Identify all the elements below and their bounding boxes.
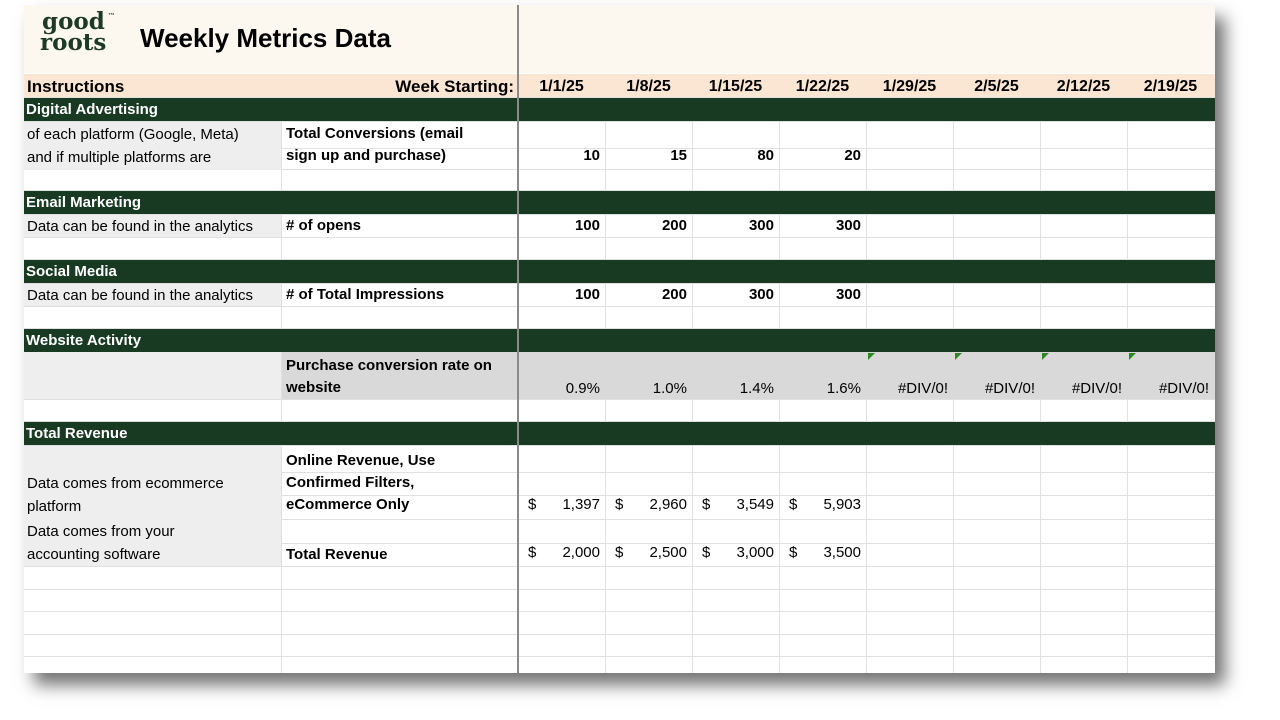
value-cell[interactable]: 1.0% [652,380,687,397]
value-cell[interactable]: 300 [835,217,861,234]
value-cell[interactable]: 2,500 [649,544,687,561]
week-header-1-22-25[interactable]: 1/22/25 [795,78,850,95]
value-cell[interactable]: 1,397 [562,496,600,513]
value-cell[interactable]: #DIV/0! [1071,380,1122,397]
row-gridline [24,589,1215,590]
value-cell[interactable]: 300 [748,286,774,303]
week-header-1-15-25[interactable]: 1/15/25 [708,78,763,95]
week-header-2-5-25[interactable]: 2/5/25 [974,78,1019,95]
metric-purchase-conversion-rate[interactable]: Purchase conversion rate on website [286,357,492,396]
instruction-total-revenue[interactable]: Data comes from your accounting software [27,523,175,563]
row-gridline [24,566,1215,567]
row-gridline [24,611,1215,612]
currency-symbol: $ [789,544,798,561]
currency-symbol: $ [528,544,537,561]
value-cell[interactable]: #DIV/0! [984,380,1035,397]
section-title-digital-advertising: Digital Advertising [26,101,158,118]
metric-total-revenue[interactable]: Total Revenue [286,546,388,563]
value-cell[interactable]: 15 [670,147,687,164]
row-gridline [24,399,1215,400]
comment-marker[interactable] [955,353,962,360]
value-cell[interactable]: 80 [757,147,774,164]
value-cell[interactable]: 100 [574,286,600,303]
instructions-header[interactable]: Instructions [27,77,125,96]
section-bar-total-revenue[interactable] [24,422,1215,445]
instruction-social-media[interactable]: Data can be found in the analytics [27,287,253,304]
spreadsheet [24,5,1215,673]
row-gridline [24,656,1215,657]
metric-total-conversions[interactable]: Total Conversions (email sign up and purchase) [286,125,464,164]
currency-symbol: $ [789,496,798,513]
instruction-email-marketing[interactable]: Data can be found in the analytics [27,218,253,235]
week-starting-header[interactable]: Week Starting: [395,77,514,96]
page-title: Weekly Metrics Data [140,23,391,53]
value-cell[interactable]: 300 [748,217,774,234]
instruction-online-revenue[interactable]: Data comes from ecommerce platform [27,475,224,515]
value-cell[interactable]: 2,000 [562,544,600,561]
currency-symbol: $ [528,496,537,513]
instruction-digital-advertising[interactable]: of each platform (Google, Meta) and if multiple platforms are [27,126,239,166]
week-header-2-19-25[interactable]: 2/19/25 [1143,78,1198,95]
section-title-social-media: Social Media [26,263,117,280]
value-cell[interactable]: 20 [844,147,861,164]
value-cell[interactable]: 300 [835,286,861,303]
value-cell[interactable]: 3,000 [736,544,774,561]
value-cell[interactable]: 1.4% [739,380,774,397]
row-gridline [24,634,1215,635]
currency-symbol: $ [702,496,711,513]
comment-marker[interactable] [1042,353,1049,360]
value-cell[interactable]: 3,549 [736,496,774,513]
week-header-2-12-25[interactable]: 2/12/25 [1056,78,1111,95]
logo-text-good: good [42,8,105,35]
value-cell[interactable]: 200 [661,286,687,303]
week-header-1-8-25[interactable]: 1/8/25 [626,78,671,95]
section-title-total-revenue: Total Revenue [26,425,128,442]
logo-trademark: ™ [108,11,115,20]
section-bar-website-activity[interactable] [24,329,1215,352]
comment-marker[interactable] [1129,353,1136,360]
frozen-column-divider[interactable] [517,5,519,673]
currency-symbol: $ [615,496,624,513]
instruction-cell-bg [24,352,281,399]
value-cell[interactable]: 3,500 [823,544,861,561]
currency-symbol: $ [615,544,624,561]
value-cell[interactable]: 5,903 [823,496,861,513]
week-header-1-1-25[interactable]: 1/1/25 [539,78,584,95]
currency-symbol: $ [702,544,711,561]
section-bar-digital-advertising[interactable] [24,98,1215,121]
value-cell[interactable]: 0.9% [565,380,600,397]
value-cell[interactable]: 10 [583,147,600,164]
section-title-email-marketing: Email Marketing [26,194,142,211]
value-cell[interactable]: #DIV/0! [1158,380,1209,397]
metric-total-impressions[interactable]: # of Total Impressions [286,286,445,303]
section-bar-social-media[interactable] [24,260,1215,283]
section-bar-email-marketing[interactable] [24,191,1215,214]
section-title-website-activity: Website Activity [26,332,142,349]
metric-number-of-opens[interactable]: # of opens [286,217,362,234]
value-cell[interactable]: 1.6% [826,380,861,397]
metric-online-revenue[interactable]: Online Revenue, Use Confirmed Filters, eCommerce Only [286,452,436,513]
value-cell[interactable]: 200 [661,217,687,234]
week-header-1-29-25[interactable]: 1/29/25 [882,78,937,95]
value-cell[interactable]: #DIV/0! [897,380,948,397]
logo-text-roots: roots [40,29,107,56]
value-cell[interactable]: 100 [574,217,600,234]
value-cell[interactable]: 2,960 [649,496,687,513]
comment-marker[interactable] [868,353,875,360]
